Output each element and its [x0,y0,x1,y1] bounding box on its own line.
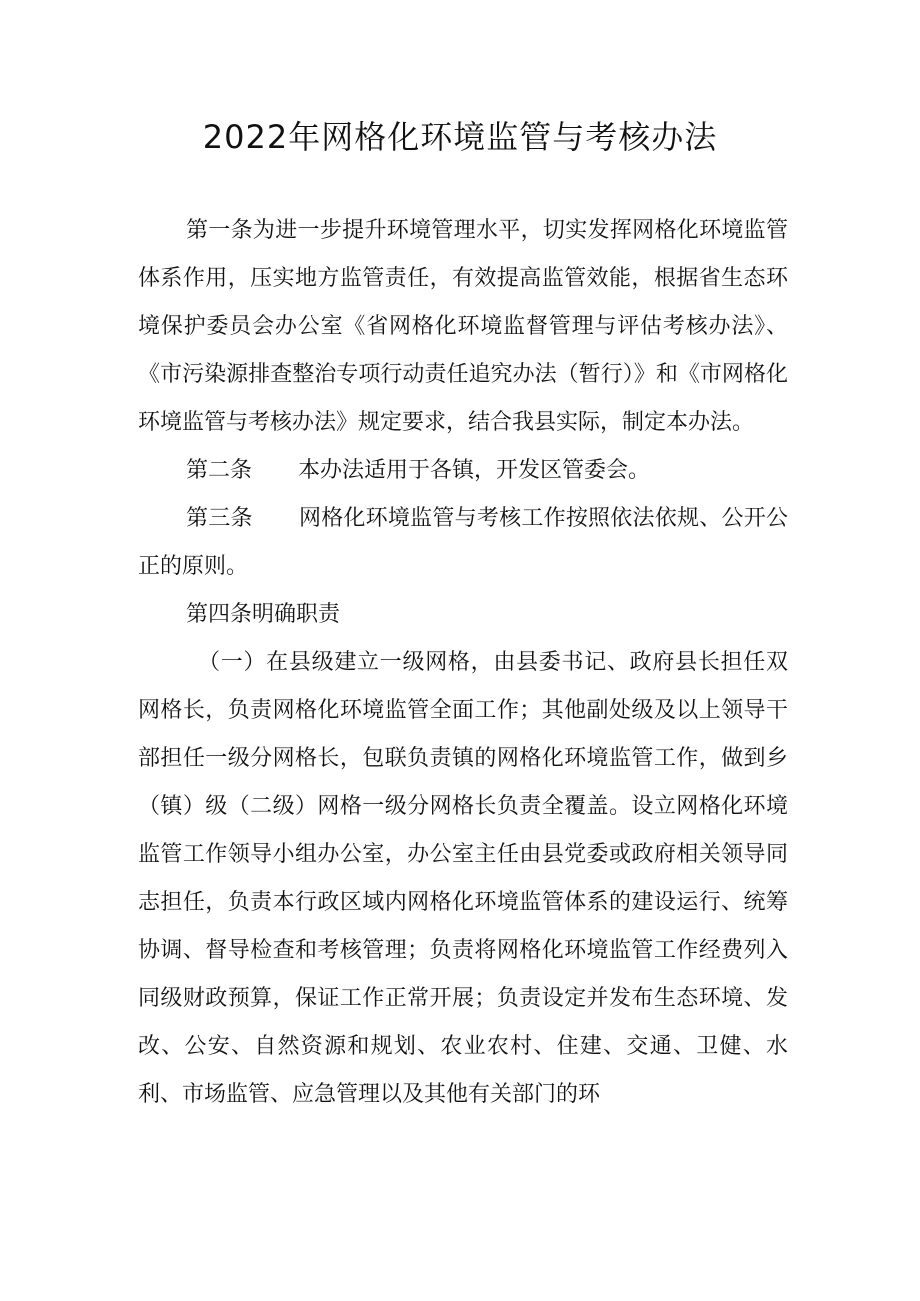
document-body [138,207,788,1119]
article-2-paragraph [138,447,788,495]
article-4-item-1-paragraph: （一）在县级建立一级网格，由县委书记、政府县长担任双网格长，负责网格化环境监管全面工作；其他副处级及以上领导干部担任一级分网格长，包联负责镇的网格化环境监管工作，做到乡（镇）级（二级）网格一级分网格长负责全覆盖。设立网格化环境监管工作领导小组办公室，办公室主任由县党委或政府相关领导同志担任，负责本行政区域内网格化环境监管体系的建设运行、统筹协调、督导检查和考核管理；负责将网格化环境监管工作经费列入同级财政预算，保证工作正常开展；负责设定并发布生态环境、发改、公安、自然资源和规划、农业农村、住建、交通、卫健、水利、市场监管、应急管理以及其他有关部门的环 [138,650,788,1107]
article-3-paragraph [138,495,788,591]
article-2-text: 本办法适用于各镇，开发区管委会。 [298,458,651,483]
article-3-text: 网格化环境监管与考核工作按照依法依规、公开公正的原则。 [138,506,788,579]
article-1-paragraph: 第一条为进一步提升环境管理水平，切实发挥网格化环境监管体系作用，压实地方监管责任，有效提高监管效能，根据省生态环境保护委员会办公室《省网格化环境监督管理与评估考核办法》、《市污染源排查整治专项行动责任追究办法（暂行）》和《市网格化环境监管与考核办法》规定要求，结合我县实际，制定本办法。 [138,218,788,435]
document-title: 2022年网格化环境监管与考核办法 [202,118,718,156]
article-2-heading: 第二条 [186,458,253,483]
article-3-heading: 第三条 [186,506,253,531]
article-4-heading: 第四条明确职责 [186,602,341,627]
